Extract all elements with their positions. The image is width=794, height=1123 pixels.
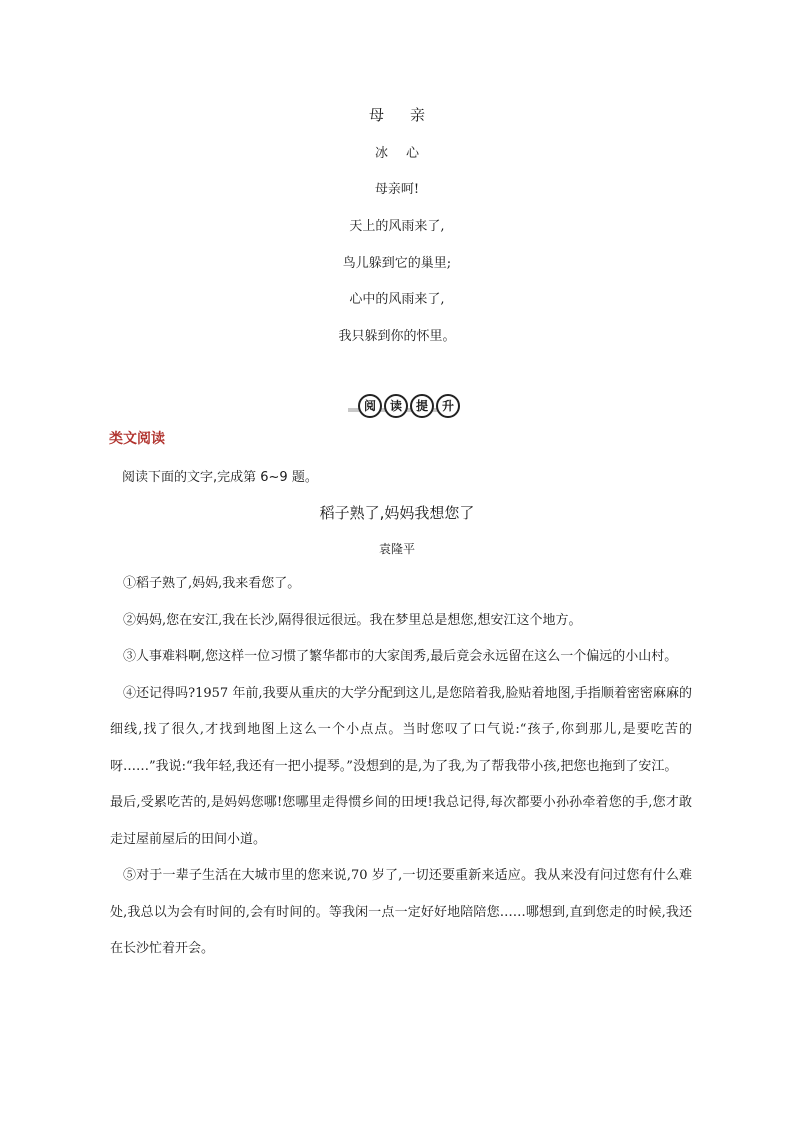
- article-paragraph: ②妈妈,您在安江,我在长沙,隔得很远很远。我在梦里总是想您,想安江这个地方。: [123, 612, 582, 628]
- article-paragraph: ①稻子熟了,妈妈,我来看您了。: [123, 576, 301, 591]
- article-paragraph: ④还记得吗?1957 年前,我要从重庆的大学分配到这儿,是您陪着我,脸贴着地图,手指顺着密密麻麻的细线,找了很久,才找到地图上这么一个小点点。当时您叹了口气说:“孩子,你到那儿,是要吃苦的呀……”我说:“我年轻,我还有一把小提琴。”没想到的是,为了我,为了帮我带小孩,把您也拖到了安江。: [110, 685, 692, 774]
- reading-section-banner: [348, 394, 458, 418]
- banner-char: 阅: [358, 394, 382, 418]
- poem-line: 天上的风雨来了,: [349, 219, 445, 234]
- article-author: 袁隆平: [378, 542, 415, 556]
- instruction-text: 阅读下面的文字,完成第 6~9 题。: [122, 470, 318, 485]
- poem-line: 心中的风雨来了,: [349, 292, 445, 307]
- article-title: 稻子熟了,妈妈我想您了: [319, 504, 475, 522]
- article-body: [110, 566, 692, 968]
- article-paragraph: ⑤对于一辈子生活在大城市里的您来说,70 岁了,一切还要重新来适应。我从来没有问过您有什么难处,我总以为会有时间的,会有时间的。等我闲一点一定好好地陪陪您……哪想到,直到您走的时候,我还在长沙忙着开会。: [110, 868, 692, 956]
- article-paragraph: 最后,受累吃苦的,是妈妈您哪!您哪里走得惯乡间的田埂!我总记得,每次都要小孙孙牵着您的手,您才敢走过屋前屋后的田间小道。: [110, 795, 692, 847]
- poem-line: 母亲呵!: [374, 182, 420, 197]
- article-paragraph: ③人事难料啊,您这样一位习惯了繁华都市的大家闺秀,最后竟会永远留在这么一个偏远的小山村。: [123, 649, 678, 664]
- banner-char: 升: [436, 394, 460, 418]
- poem-author: 冰心: [374, 146, 437, 161]
- banner-char: 提: [410, 394, 434, 418]
- banner-char: 读: [384, 394, 408, 418]
- poem-line: 我只躲到你的怀里。: [338, 329, 456, 344]
- poem-title: 母亲: [368, 106, 451, 124]
- section-label: 类文阅读: [109, 431, 165, 447]
- poem-line: 鸟儿躲到它的巢里;: [342, 256, 452, 271]
